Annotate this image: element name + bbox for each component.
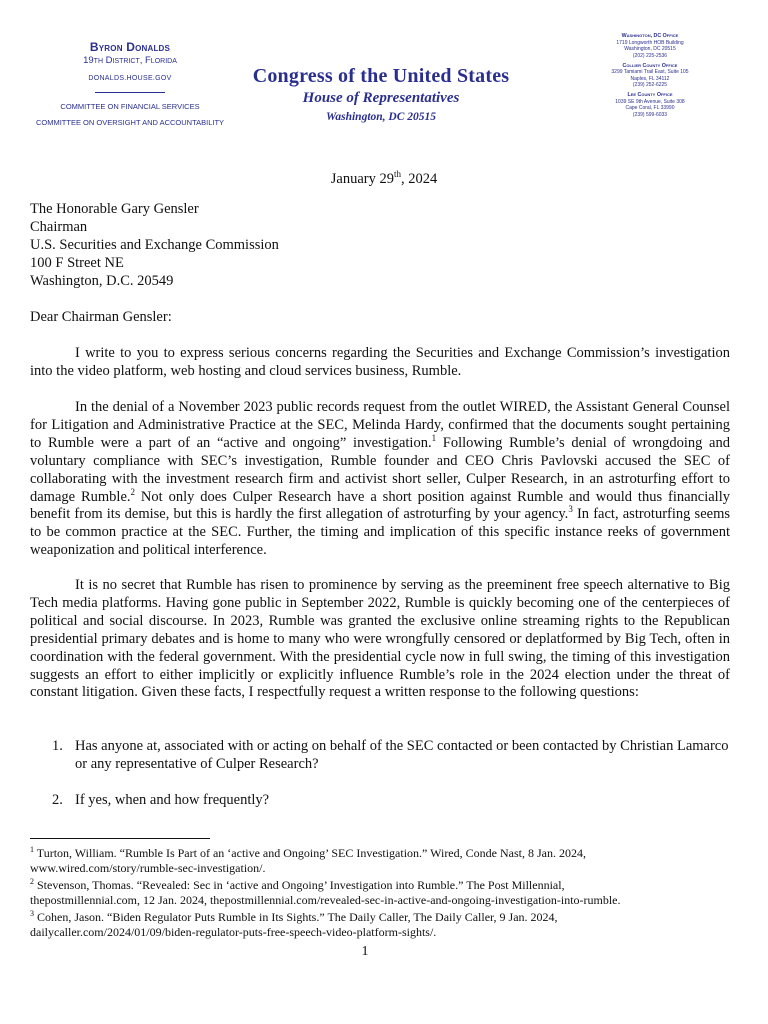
question-item — [30, 738, 730, 774]
office-line: 1719 Longworth HOB Building — [616, 39, 684, 46]
footnote — [30, 843, 730, 875]
footnote-number: 3 — [30, 909, 34, 919]
office-line: 3299 Tamiami Trail East, Suite 105 — [611, 69, 689, 76]
footnote-text: Stevenson, Thomas. “Revealed: Sec in ‘active and Ongoing’ Investigation into Rumble.” The Post Millennial, — [34, 878, 565, 893]
committee-oversight: COMMITTEE ON OVERSIGHT AND ACCOUNTABILITY — [35, 118, 225, 127]
date-month-day: January 29 — [330, 170, 394, 187]
letter-date — [0, 166, 768, 189]
office-line: Washington, DC 20515 — [624, 46, 676, 53]
office-line: Cape Coral, FL 33990 — [625, 105, 675, 112]
letterhead-offices-block — [580, 33, 720, 122]
office-title: Washington, DC Office — [621, 33, 679, 39]
paragraph-text: I write to you to express serious concerns regarding the Securities and Exchange Commission’s investigation into the video platform, web hosting and cloud services business, Rumble. — [30, 345, 730, 379]
date-year: , 2024 — [400, 170, 438, 187]
office-title: Lee County Office — [627, 92, 673, 99]
date-ordinal: th — [393, 169, 401, 179]
address-line: Washington, D.C. 20549 — [30, 272, 174, 289]
paragraph-2 — [30, 399, 730, 560]
paragraph-text: In fact, astroturfing seems to be common practice at the SEC. Further, the timing and implication of this specific instance reeks of government weaponization and political interference. — [30, 506, 730, 559]
letterhead-divider — [95, 92, 165, 93]
representative-district: 19th District, Florida — [83, 55, 177, 66]
house-title: House of Representatives — [302, 90, 460, 106]
representative-name: Byron Donalds — [89, 40, 171, 54]
letterhead-congress-block — [236, 64, 526, 123]
website-url: DONALDS.HOUSE.GOV — [88, 75, 172, 82]
office-line: (239) 252-6225 — [632, 82, 668, 89]
question-number: 2. — [52, 791, 63, 808]
question-text: Has anyone at, associated with or acting on behalf of the SEC contacted or been contacted by Christian Lamarco or any representative of Culper Research? — [75, 738, 729, 772]
paragraph-text: Following Rumble’s denial of wrongdoing and voluntary compliance with SEC’s investigation, Rumble founder and CEO Chris Pavlovski accused the SEC of collaborating with the investment research firm and activist short seller, Culper Research, in an astroturfing effort to damage Rumble. — [30, 434, 730, 505]
house-city: Washington, DC 20515 — [325, 111, 437, 123]
footnote-ref: 3 — [568, 504, 573, 515]
office-title: Collier County Office — [622, 62, 678, 69]
office-line: 1039 SE 9th Avenue, Suite 308 — [615, 98, 685, 105]
footnote-ref: 2 — [130, 486, 136, 497]
footnote-divider — [30, 838, 210, 839]
paragraph-1 — [30, 345, 730, 381]
question-number: 1. — [52, 738, 63, 754]
paragraph-text: It is no secret that Rumble has risen to prominence by serving as the preeminent free speech alternative to Big Tech media platforms. Having gone public in September 2022, Rumble is quickly becoming one of the centerpieces of political and social discourse. In 2023, Rumble was granted the exclusive online streaming rights to the Republican presidential primary debates and is home to many who were wrongfully censored or deplatformed by Big Tech, often in coordination with the federal government. With the presidential cycle now in full swing, the timing of this investigation suggests an effort to either implicitly or explicitly influence Rumble’s role in the 2024 election under the threat of constant litigation. Given these facts, I respectfully request a written response to the following questions: — [30, 577, 730, 701]
committee-financial-services: COMMITTEE ON FINANCIAL SERVICES — [60, 102, 200, 111]
question-item — [30, 792, 730, 810]
address-line: Chairman — [30, 218, 88, 235]
footnotes — [30, 843, 730, 940]
footnote-number: 2 — [30, 877, 34, 887]
question-list — [30, 738, 730, 828]
paragraph-3 — [30, 577, 730, 702]
address-line: U.S. Securities and Exchange Commission — [30, 236, 279, 253]
letterhead-representative-block — [30, 40, 230, 127]
paragraph-text: In the denial of a November 2023 public records request from the outlet WIRED, the Assistant General Counsel for Litigation and Administrative Practice at the SEC, Melinda Hardy, confirmed that the documents sought pertaining to Rumble were a part of an “active and ongoing” investigation. — [30, 399, 730, 451]
footnote-link: thepostmillennial.com, 12 Jan. 2024, thepostmillennial.com/revealed-sec-in-active-and-ongoing-investigation-into-rumble. — [30, 892, 621, 907]
office-washington — [580, 33, 720, 59]
footnote-text: Cohen, Jason. “Biden Regulator Puts Rumble in Its Sights.” The Daily Caller, The Daily Caller, 9 Jan. 2024, — [34, 910, 558, 925]
office-line: (239) 599-6033 — [632, 111, 668, 118]
footnote-ref: 1 — [431, 432, 437, 443]
footnote-number: 1 — [30, 845, 34, 854]
salutation: Dear Chairman Gensler: — [30, 309, 172, 325]
page-number: 1 — [361, 944, 369, 959]
office-line: Naples, FL 34112 — [630, 75, 670, 82]
office-lee — [580, 92, 720, 118]
footnote-link: dailycaller.com/2024/01/09/biden-regulator-puts-free-speech-video-platform-sights/. — [30, 924, 437, 939]
paragraph-text: Not only does Culper Research have a short position against Rumble and would thus financially benefit from its demise, but this is hardly the first allegation of astroturfing by your agency. — [30, 488, 730, 523]
footnote-text: Turton, William. “Rumble Is Part of an ‘active and Ongoing’ SEC Investigation.” Wired, Conde Nast, 8 Jan. 2024, — [34, 846, 586, 860]
office-line: (202) 225-2536 — [632, 52, 668, 59]
question-text: If yes, when and how frequently? — [75, 791, 270, 808]
footnote-link: www.wired.com/story/rumble-sec-investigation/. — [30, 860, 266, 875]
footnote — [30, 907, 730, 939]
congress-title: Congress of the United States — [252, 65, 510, 87]
address-line: 100 F Street NE — [30, 254, 124, 271]
footnote — [30, 875, 730, 907]
office-collier — [580, 63, 720, 89]
address-line: The Honorable Gary Gensler — [30, 201, 199, 217]
recipient-address — [30, 201, 279, 291]
